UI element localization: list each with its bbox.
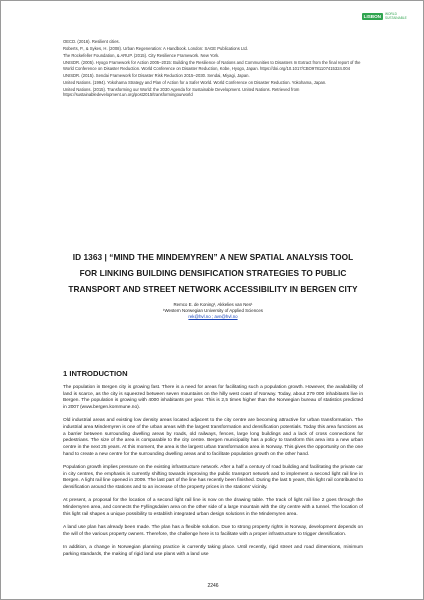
- author-block: [63, 302, 363, 320]
- conference-logo: [362, 12, 407, 20]
- section-heading: 1 INTRODUCTION: [63, 369, 128, 378]
- body-paragraph: Old industrial areas and existing low density areas located adjacent to the city centre are becoming attractive for urban transformation. The industrial area Mindemyren is one of the urban areas with the largest transformation and densification potentials. Today this area functions as a barrier between surrounding dwelling areas by roads, old railways, fences, large long buildings and a lack of cross connections for pedestrians. The size of the area is comparable to the city centre. Bergen municipality has a policy to transform this area into a new urban centre in the next 25 years. At this moment, the area is the largest urban transformation area in Norway. This gives the opportunity on the one hand to create a new centre for the surrounding dwelling areas and to facilitate population growth on the other hand.: [63, 418, 363, 457]
- reference-item: UNISDR. (2015). Sendai Framework for Disaster Risk Reduction 2015–2030. Sendai, Miyagi, Japan.: [63, 72, 250, 78]
- title-line: TRANSPORT AND STREET NETWORK ACCESSIBILITY IN BERGEN CITY: [68, 284, 358, 294]
- paper-title: [51, 249, 375, 297]
- reference-item: The Rockefeller Foundation, & ARUP. (2015). City Resilience Framework. New York.: [63, 52, 220, 58]
- body-paragraph: Population growth implies pressure on the existing infrastructure network. After a half a century of road building and facilitating the private car in city centres, the emphasis is currently shifting towards improving the public transport network and to implement a second light rail line in Bergen. A light rail line opened in 2009. The last part of the line has recently been finished. During the last 5 years, this light rail contributed to densification around the stations and to an increase of the property prices in the stations’ vicinity.: [63, 465, 363, 491]
- author-names: Remco E. de Koning¹, Akkelies van Nes¹: [173, 302, 253, 307]
- title-line: ID 1363 | “MIND THE MINDEMYREN” A NEW SPATIAL ANALYSIS TOOL: [72, 252, 354, 262]
- reference-item: Roberts, P., & Sykes, H. (2008). Urban Regeneration: A Handbook. London: SAGE Publications Ltd.: [63, 45, 248, 51]
- section-introduction: [63, 369, 363, 565]
- logo-badge: LISBON: [363, 14, 381, 19]
- logo-subtitle: WORLD SUSTAINABLE: [385, 12, 407, 20]
- author-emails[interactable]: rek@hvl.no ; avn@hvl.no: [188, 314, 238, 319]
- page-number: 2246: [207, 583, 219, 589]
- author-affiliation: ¹Western Norwegian University of Applied Sciences: [163, 308, 263, 313]
- reference-item: UNISDR. (2005). Hyogo Framework for Action 2005–2015: Building the Resilience of Nations and Communities to Disasters In Extract from the final report of the World Conference on Disaster Reduction. World Conference on Disaster Reduction, Kobe, Hyogo, Japan. https://doi.org/10.1017/CBO9781107415324.004: [63, 59, 361, 71]
- reference-item: OECD. (2016). Resilient cities.: [63, 39, 120, 44]
- body-paragraph: The population in Bergen city is growing fast. There is a need for areas for facilitating such a population growth. However, the availability of land is scarce, as the city is squeezed between seven mountains on the hilly west coast of Norway. Today, about 279 000 inhabitants live in Bergen. The population is growing with 4000 inhabitants per year. This is 2,5 times higher than the Norwegian bureau of statistics predicted in 2007 (www.bergen.kommune.no).: [63, 385, 363, 411]
- body-paragraph: At present, a proposal for the location of a second light rail line is now on the drawing table. The track of light rail line 2 goes through the Mindemyren area, and connects the Fyllingsdalen area on the other side of a large mountain with the city centre with a tunnel. The location of this light rail shapes a unique possibility to establish integrated urban design solutions in the Mindemyren area.: [63, 498, 363, 517]
- body-paragraph: In addition, a change in Norwegian planning practice is currently taking place. Until recently, rigid street and road dimensions, minimum parking standards, the making of rigid land use plans with a land use: [63, 544, 363, 557]
- reference-item: United Nations. (2015). Transforming our World: the 2030 Agenda for Sustainable Development. United Nations. Retrieved from https://sustainabledevelopment.un.org/post2015/transformingourworld: [63, 86, 300, 98]
- title-line: FOR LINKING BUILDING DENSIFICATION STRATEGIES TO PUBLIC: [79, 268, 347, 278]
- body-paragraph: A land use plan has already been made. The plan has a flexible solution. Due to strong property rights in Norway, development depends on the will of the various property owners. Therefore, the challenge here is to facilitate with a proper infrastructure to trigger densification.: [63, 524, 363, 537]
- reference-item: United Nations. (1994). Yokohama Strategy and Plan of Action for a Safer World. World Conference on Disaster Reduction. Yokohama, Japan.: [63, 79, 327, 85]
- references-list: [63, 39, 368, 99]
